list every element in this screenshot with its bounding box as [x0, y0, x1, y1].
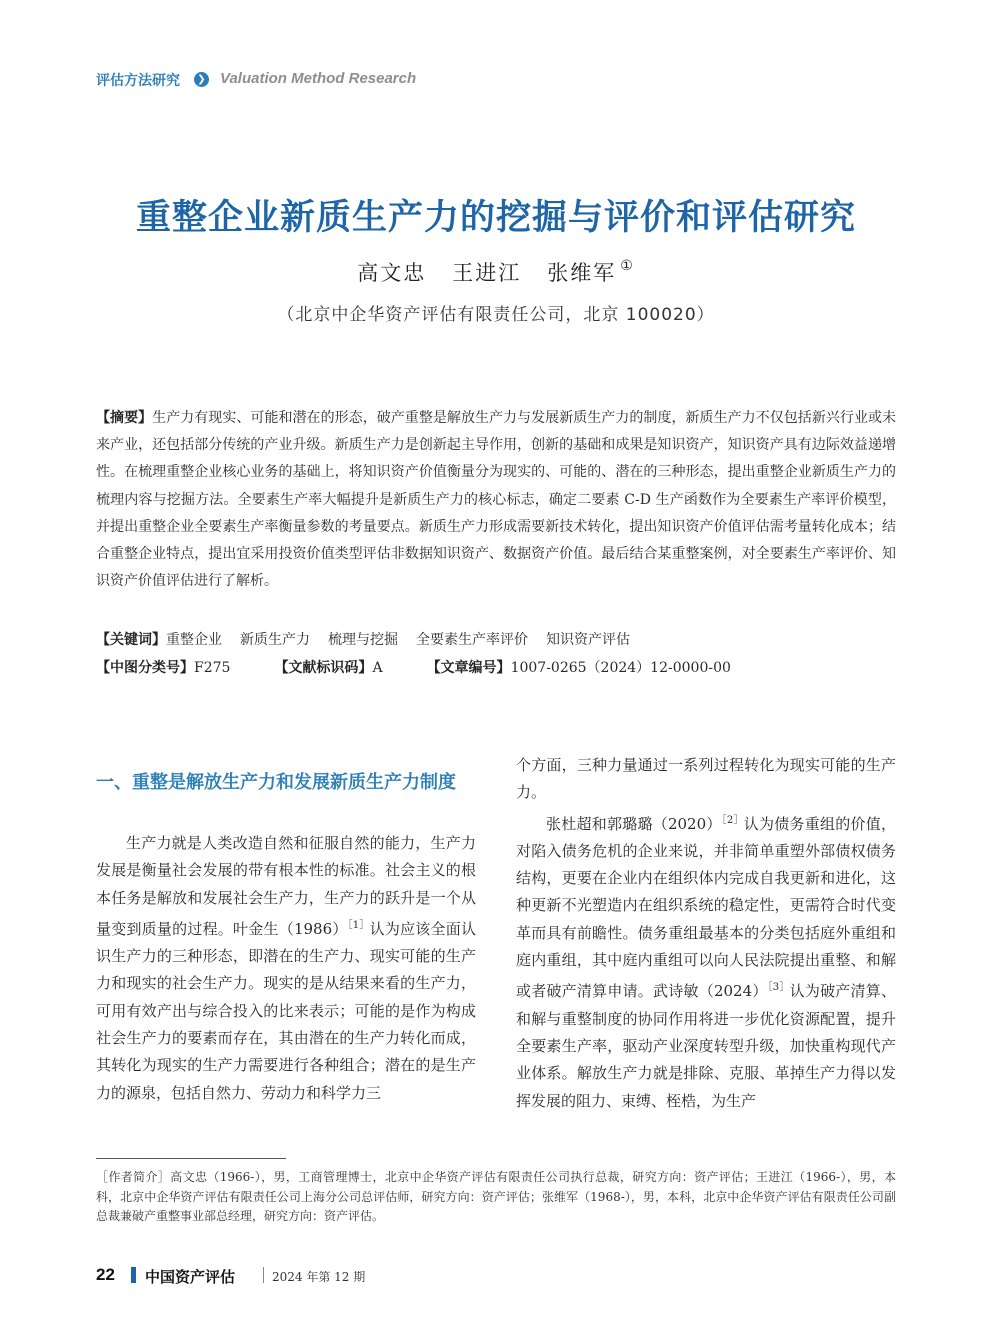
page-number: 22: [96, 1265, 115, 1284]
paragraph-text: 生产力就是人类改造自然和征服自然的能力，生产力发展是衡量社会发展的带有根本性的标准。社会主义的根本任务是解放和发展社会生产力，生产力的跃升是一个从量变到质量的过程。叶金生（1986）: [96, 834, 476, 938]
paragraph-text: 认为债务重组的价值，对陷入债务危机的企业来说，并非简单重塑外部债权债务结构，更要在企业内在组织体内完成自我更新和进化，这种更新不光塑造内在组织系统的稳定性，更需符合时代变革而具有前瞻性。债务重组最基本的分类包括庭外重组和庭内重组，其中庭内重组可以向人民法院提出重整、和解或者破产清算申请。武诗敏（2024）: [516, 814, 896, 1001]
doc-code-value: A: [372, 660, 383, 676]
chevron-right-icon: ❯: [194, 72, 209, 87]
keyword: 全要素生产率评价: [416, 632, 528, 648]
article-number-label: 【文章编号】: [426, 660, 511, 676]
abstract: [96, 405, 896, 595]
affiliation: （北京中企华资产评估有限责任公司，北京 100020）: [277, 305, 715, 325]
journal-name: 中国资产评估: [145, 1268, 236, 1286]
article-number-value: 1007-0265（2024）12-0000-00: [510, 660, 731, 676]
issue-info: 2024 年第 12 期: [272, 1270, 366, 1284]
citation: ［2］: [721, 814, 744, 826]
author-list: [0, 257, 992, 287]
paragraph-text: 张杜超和郭璐璐（2020）: [546, 814, 722, 833]
body-column-right: [516, 752, 896, 1115]
keywords: [96, 628, 896, 652]
footnote-divider: [96, 1158, 286, 1159]
clc-label: 【中图分类号】: [96, 660, 194, 676]
paragraph: [96, 830, 476, 1107]
abstract-label: 【摘要】: [96, 410, 153, 426]
body-column-left: [96, 830, 476, 1107]
abstract-text: 生产力有现实、可能和潜在的形态，破产重整是解放生产力与发展新质生产力的制度，新质生产力不仅包括新兴行业或未来产业，还包括部分传统的产业升级。新质生产力是创新起主导作用，创新的基础和成果是知识资产，知识资产具有边际效益递增性。在梳理重整企业核心业务的基础上，将知识资产价值衡量分为现实的、可能的、潜在的三种形态，提出重整企业新质生产力的梳理内容与挖掘方法。全要素生产率大幅提升是新质生产力的核心标志，确定二要素 C-D 生产函数作为全要素生产率评价模型，并提出重整企业全要素生产率衡量参数的考量要点。新质生产力形成需要新技术转化，提出知识资产价值评估需考量转化成本；结合重整企业特点，提出宜采用投资价值类型评估非数据知识资产、数据资产价值。最后结合某重整案例，对全要素生产率评价、知识资产价值评估进行了解析。: [96, 410, 897, 590]
author-footnote-mark: ①: [620, 258, 635, 274]
keyword: 新质生产力: [240, 632, 310, 648]
citation: ［1］: [347, 919, 370, 931]
section-heading: 一、重整是解放生产力和发展新质生产力制度: [96, 772, 456, 793]
author-name: 张维军: [547, 261, 617, 285]
doc-code-label: 【文献标识码】: [274, 660, 373, 676]
footer-accent-bar: [131, 1267, 136, 1283]
citation: ［3］: [767, 982, 790, 994]
paragraph: 个方面，三种力量通过一系列过程转化为现实可能的生产力。: [516, 756, 896, 802]
article-title: 重整企业新质生产力的挖掘与评价和评估研究: [135, 198, 856, 238]
author-name: 高文忠: [357, 261, 427, 285]
classification-line: [96, 656, 896, 680]
keyword: 梳理与挖掘: [328, 632, 398, 648]
running-head-section-en: Valuation Method Research: [220, 70, 417, 87]
keyword: 重整企业: [166, 632, 222, 648]
paragraph-text: 认为应该全面认识生产力的三种形态，即潜在的生产力、现实可能的生产力和现实的社会生产力。现实的是从结果来看的生产力，可用有效产出与综合投入的比来表示；可能的是作为构成社会生产力的要素而存在，其由潜在的生产力转化而成，其转化为现实的生产力需要进行各种组合；潜在的是生产力的源泉，包括自然力、劳动力和科学力三: [96, 919, 476, 1102]
keyword: 知识资产评估: [546, 632, 630, 648]
paragraph-text: 认为破产清算、和解与重整制度的协同作用将进一步优化资源配置，提升全要素生产率，驱动产业深度转型升级，加快重构现代产业体系。解放生产力就是排除、克服、革掉生产力得以发挥发展的阻力、束缚、桎梏，为生产: [516, 982, 896, 1110]
clc-value: F275: [194, 660, 231, 676]
keywords-label: 【关键词】: [96, 632, 166, 648]
author-name: 王进江: [452, 261, 522, 285]
footer-divider: [263, 1267, 264, 1283]
paragraph: [516, 807, 896, 1115]
running-head-section-cn: 评估方法研究: [96, 73, 180, 89]
author-footnote: ［作者简介］高文忠（1966-），男，工商管理博士，北京中企华资产评估有限责任公司执行总裁，研究方向：资产评估；王进江（1966-），男，本科，北京中企华资产评估有限责任公司上海分公司总评估师，研究方向：资产评估；张维军（1968-），男，本科，北京中企华资产评估有限责任公司副总裁兼破产重整事业部总经理，研究方向：资产评估。: [96, 1170, 896, 1223]
